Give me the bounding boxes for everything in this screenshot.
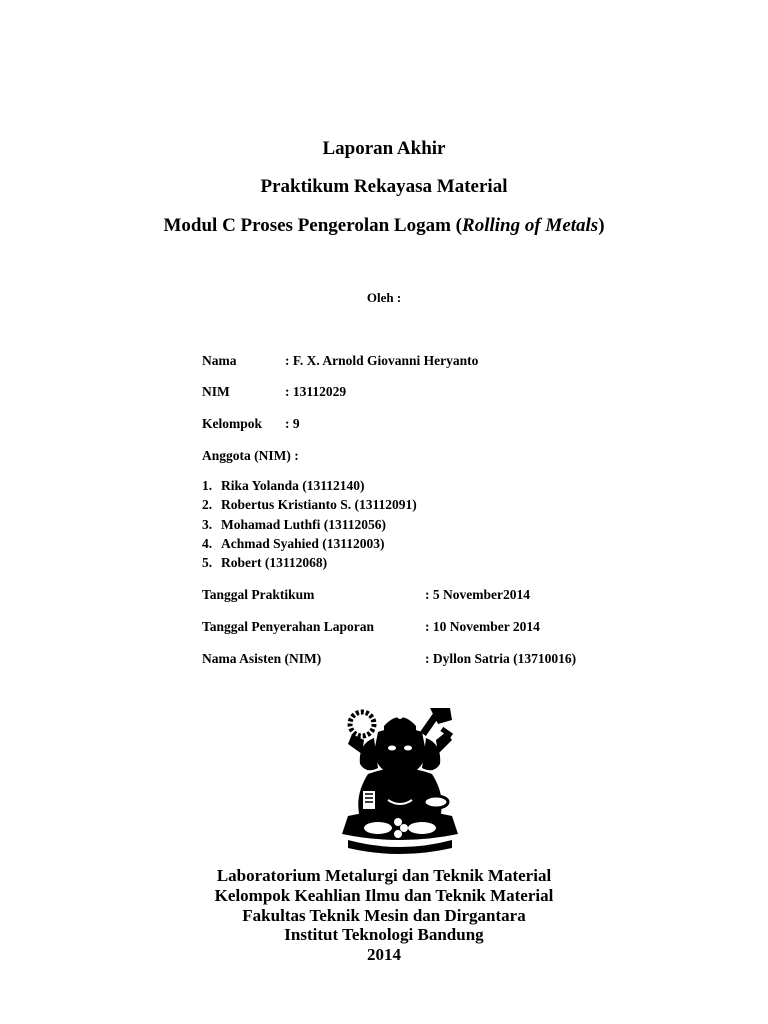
list-item: 5. Robert (13112068): [202, 555, 328, 570]
tanggal-penyerahan-value: : 10 November 2014: [425, 619, 540, 634]
footer-lab: Laboratorium Metalurgi dan Teknik Material: [216, 866, 552, 885]
nama-value: : F. X. Arnold Giovanni Heryanto: [285, 353, 479, 368]
kelompok-label: Kelompok: [202, 416, 263, 431]
oleh-label: Oleh :: [366, 290, 402, 305]
tanggal-praktikum-label: Tanggal Praktikum: [202, 587, 315, 602]
list-item: 3. Mohamad Luthfi (13112056): [202, 517, 387, 532]
module-title-italic: Rolling of Metals: [462, 215, 599, 236]
module-title: [0, 215, 768, 237]
itb-ganesha-logo-icon: [338, 704, 462, 858]
anggota-label: Anggota (NIM) :: [202, 448, 299, 463]
nim-label: NIM: [202, 384, 230, 399]
footer-group: Kelompok Keahlian Ilmu dan Teknik Material: [214, 886, 554, 905]
course-title: Praktikum Rekayasa Material: [260, 176, 508, 197]
tanggal-praktikum-value: : 5 November2014: [425, 587, 530, 602]
asisten-value: : Dyllon Satria (13710016): [425, 651, 577, 666]
module-title-suffix: ): [598, 215, 605, 236]
list-item: 1. Rika Yolanda (13112140): [202, 478, 365, 493]
module-title-main: Modul C Proses Pengerolan Logam (: [163, 215, 463, 236]
list-item: 4. Achmad Syahied (13112003): [202, 536, 385, 551]
nama-label: Nama: [202, 353, 237, 368]
nim-value: : 13112029: [285, 384, 347, 399]
footer-year: 2014: [367, 945, 401, 964]
report-title: Laporan Akhir: [322, 138, 446, 159]
footer-faculty: Fakultas Teknik Mesin dan Dirgantara: [242, 906, 526, 925]
tanggal-penyerahan-label: Tanggal Penyerahan Laporan: [202, 619, 375, 634]
kelompok-value: : 9: [285, 416, 300, 431]
footer-institute: Institut Teknologi Bandung: [284, 925, 484, 944]
list-item: 2. Robertus Kristianto S. (13112091): [202, 497, 417, 512]
asisten-label: Nama Asisten (NIM): [202, 651, 322, 666]
